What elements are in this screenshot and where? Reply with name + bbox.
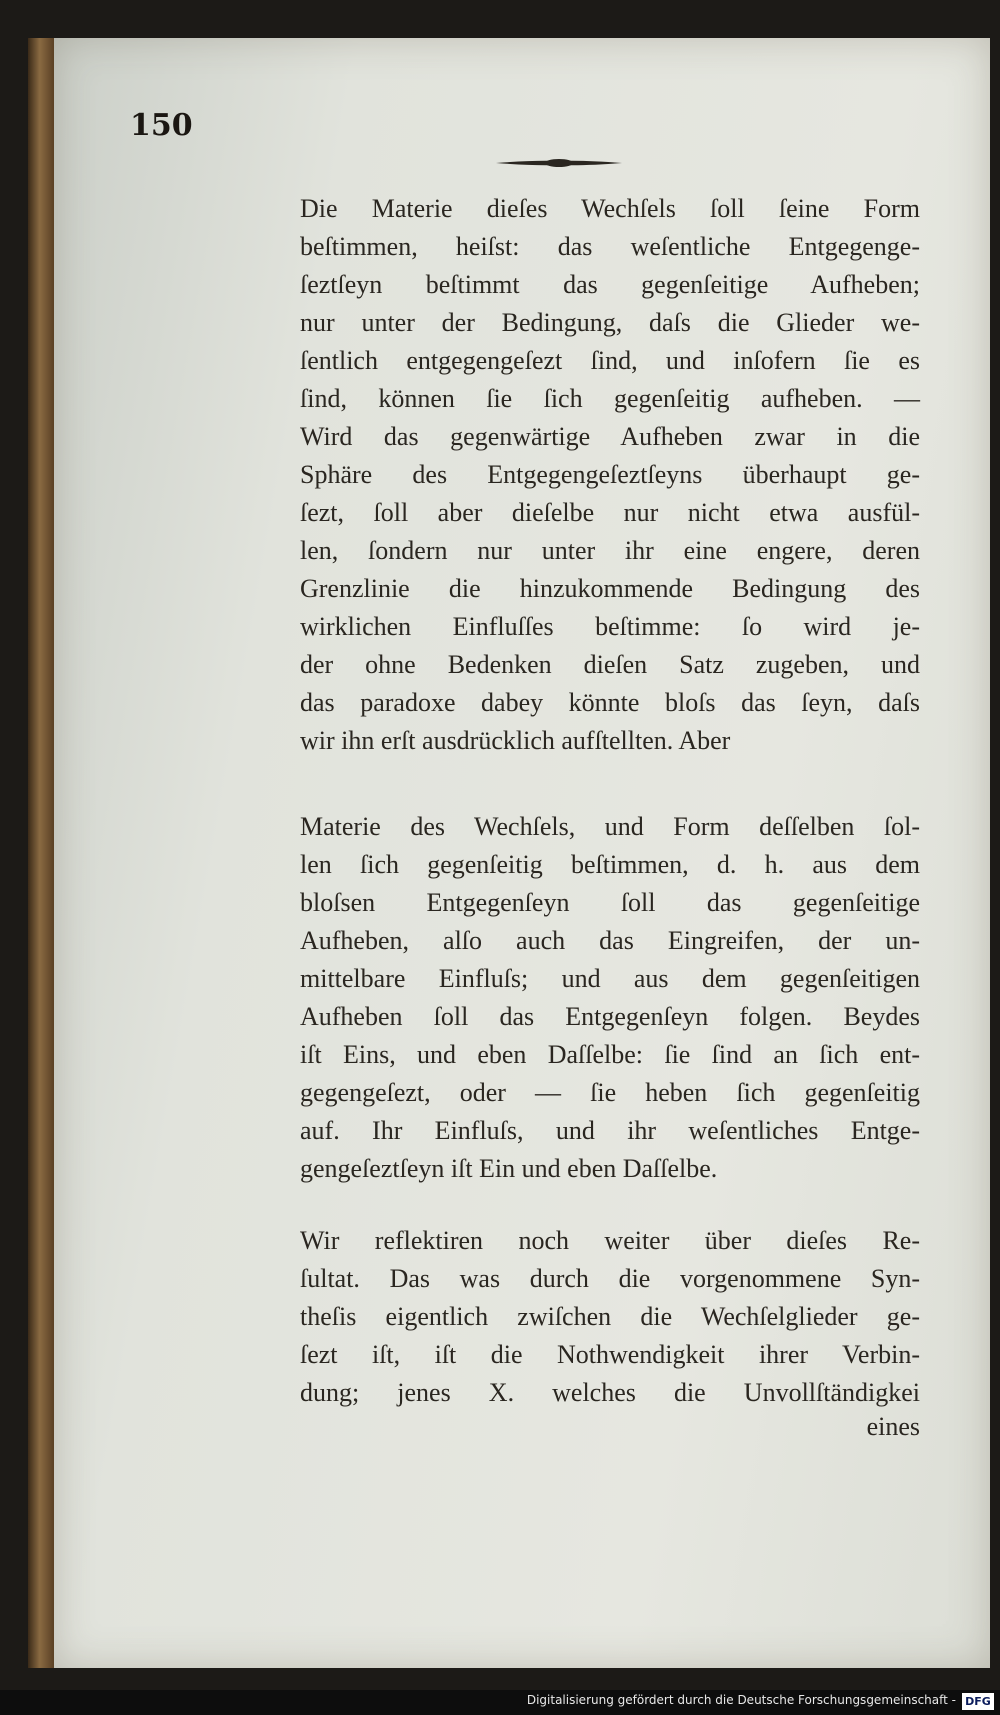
digitization-credit: Digitalisierung gefördert durch die Deutsche Forschungsgemeinschaft - xyxy=(526,1693,956,1707)
paragraph-2 xyxy=(300,808,920,1188)
paragraph-1 xyxy=(300,190,920,760)
text-line: nur unter der Bedingung, daſs die Glieder we- xyxy=(300,308,920,337)
text-line: beſtimmen, heiſst: das weſentliche Entgegenge- xyxy=(300,232,920,261)
text-line: Sphäre des Entgegengeſeztſeyns überhaupt ge- xyxy=(300,460,920,489)
text-line: len ſich gegenſeitig beſtimmen, d. h. aus dem xyxy=(300,850,920,879)
text-line: gengeſeztſeyn iſt Ein und eben Daſſelbe. xyxy=(300,1154,718,1183)
text-line: ſentlich entgegengeſezt ſind, und inſofern ſie es xyxy=(300,346,920,375)
text-line: Materie des Wechſels, und Form deſſelben ſol- xyxy=(300,812,920,841)
text-line: iſt Eins, und eben Daſſelbe: ſie ſind an ſich ent- xyxy=(300,1040,920,1069)
text-line: bloſsen Entgegenſeyn ſoll das gegenſeitige xyxy=(300,888,920,917)
text-line: wirklichen Einfluſſes beſtimme: ſo wird je- xyxy=(300,612,920,641)
paragraph-3 xyxy=(300,1222,920,1412)
text-line: Grenzlinie die hinzukommende Bedingung des xyxy=(300,574,920,603)
text-line: dung; jenes X. welches die Unvollſtändigkei xyxy=(300,1378,920,1407)
text-line: der ohne Bedenken dieſen Satz zugeben, und xyxy=(300,650,920,679)
dfg-logo-icon: DFG xyxy=(962,1693,994,1710)
text-line: Wir reflektiren noch weiter über dieſes Re- xyxy=(300,1226,920,1255)
text-line: das paradoxe dabey könnte bloſs das ſeyn, daſs xyxy=(300,688,920,717)
text-line: len, ſondern nur unter ihr eine engere, deren xyxy=(300,536,920,565)
text-line: auf. Ihr Einfluſs, und ihr weſentliches Entge- xyxy=(300,1116,920,1145)
text-line: Die Materie dieſes Wechſels ſoll ſeine Form xyxy=(300,194,920,223)
text-line: ſultat. Das was durch die vorgenommene Syn- xyxy=(300,1264,920,1293)
text-line: Aufheben, alſo auch das Eingreifen, der un- xyxy=(300,926,920,955)
text-line: ſezt, ſoll aber dieſelbe nur nicht etwa ausfül- xyxy=(300,498,920,527)
text-line: ſind, können ſie ſich gegenſeitig aufheben. — xyxy=(300,384,920,413)
text-line: ſezt iſt, iſt die Nothwendigkeit ihrer Verbin- xyxy=(300,1340,920,1369)
page-number: 150 xyxy=(130,108,193,143)
text-line: gegengeſezt, oder — ſie heben ſich gegenſeitig xyxy=(300,1078,920,1107)
catchword: eines xyxy=(866,1412,920,1441)
book-spine-edge xyxy=(28,38,54,1668)
text-line: ſeztſeyn beſtimmt das gegenſeitige Aufheben; xyxy=(300,270,920,299)
text-line: mittelbare Einfluſs; und aus dem gegenſeitigen xyxy=(300,964,920,993)
text-line: Wird das gegenwärtige Aufheben zwar in die xyxy=(300,422,920,451)
text-line: theſis eigentlich zwiſchen die Wechſelglieder ge- xyxy=(300,1302,920,1331)
footer-bar xyxy=(0,1690,1000,1715)
text-line: Aufheben ſoll das Entgegenſeyn folgen. Beydes xyxy=(300,1002,920,1031)
header-ornament-rule xyxy=(494,156,624,170)
text-line: wir ihn erſt ausdrücklich aufſtellten. Aber xyxy=(300,726,731,755)
